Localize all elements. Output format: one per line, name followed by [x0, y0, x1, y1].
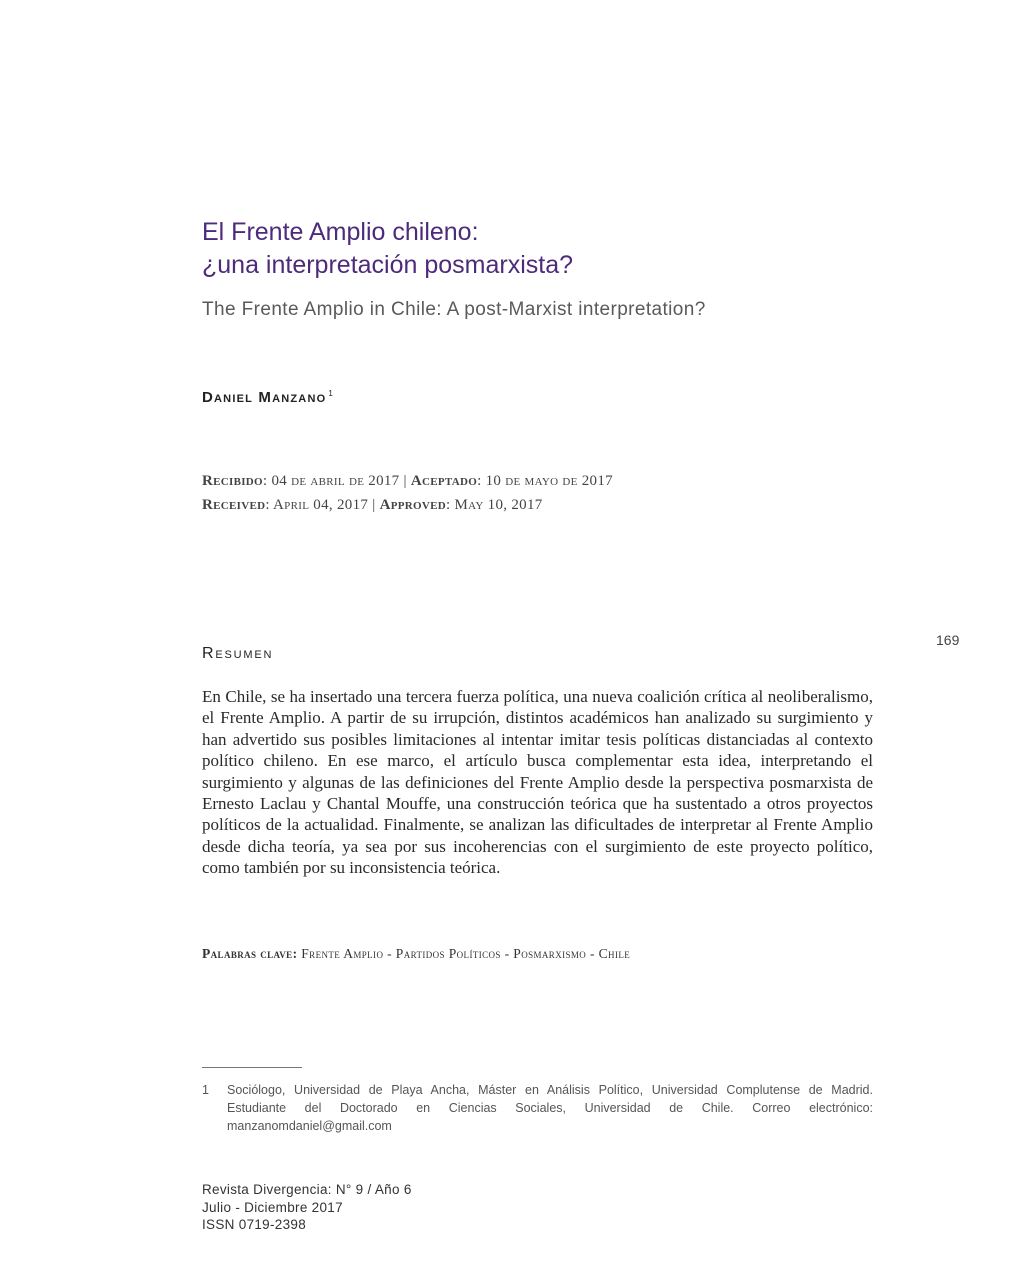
footer-issn: ISSN 0719-2398: [202, 1217, 307, 1232]
accepted-label-es: Aceptado: [410, 473, 478, 489]
keywords-label: Palabras clave:: [202, 946, 298, 961]
accepted-value-es: : 10 de mayo de 2017: [477, 473, 613, 489]
footnote-number: 1: [202, 1083, 209, 1097]
author-footnote-ref[interactable]: 1: [328, 389, 333, 398]
article-title-line1: El Frente Amplio chileno:: [202, 218, 479, 246]
article-subtitle: The Frente Amplio in Chile: A post-Marxist interpretation?: [202, 299, 706, 320]
keywords-value: Frente Amplio - Partidos Políticos - Posmarxismo - Chile: [297, 946, 631, 961]
abstract-heading: Resumen: [202, 645, 274, 662]
footnote-divider: [202, 1067, 302, 1068]
publication-dates: [202, 469, 613, 517]
received-value-en: : April 04, 2017 |: [265, 497, 380, 513]
approved-value-en: : May 10, 2017: [445, 497, 543, 513]
footnote-text: Sociólogo, Universidad de Playa Ancha, Máster en Análisis Político, Universidad Complutense de Madrid. Estudiante del Doctorado en Ciencias Sociales, Universidad de Chile. Correo electrónico: manzanomdaniel@gmail.com: [227, 1083, 873, 1133]
footer-period: Julio - Diciembre 2017: [202, 1199, 343, 1215]
article-title-line2: ¿una interpretación posmarxista?: [202, 251, 574, 279]
dates-english: [202, 493, 613, 517]
footnote: [202, 1081, 873, 1135]
author-byline: [202, 389, 333, 406]
abstract-body: En Chile, se ha insertado una tercera fuerza política, una nueva coalición crítica al neoliberalismo, el Frente Amplio. A partir de su irrupción, distintos académicos han analizado su surgimiento y han advertido sus posibles limitaciones al intentar imitar tesis políticas distanciadas al contexto político chileno. En ese marco, el artículo busca complementar esta idea, interpretando el surgimiento y algunas de las definiciones del Frente Amplio desde la perspectiva posmarxista de Ernesto Laclau y Chantal Mouffe, una construcción teórica que ha sustentado a otros proyectos políticos de la actualidad. Finalmente, se analizan las dificultades de interpretar al Frente Amplio desde dicha teoría, ya sea por sus incoherencias con el surgimiento de este proyecto político, como también por su inconsistencia teórica.: [202, 687, 873, 878]
keywords: [202, 946, 882, 962]
approved-label-en: Approved: [379, 497, 446, 513]
received-value-es: : 04 de abril de 2017 |: [262, 473, 411, 489]
received-label-en: Received: [202, 497, 266, 513]
footer-journal-issue: Revista Divergencia: N° 9 / Año 6: [202, 1182, 412, 1197]
article-title: [202, 216, 902, 282]
journal-footer: [202, 1181, 412, 1234]
received-label-es: Recibido: [202, 473, 263, 489]
page-number: 169: [936, 632, 960, 648]
dates-spanish: [202, 469, 613, 493]
author-name: Daniel Manzano: [202, 389, 327, 406]
